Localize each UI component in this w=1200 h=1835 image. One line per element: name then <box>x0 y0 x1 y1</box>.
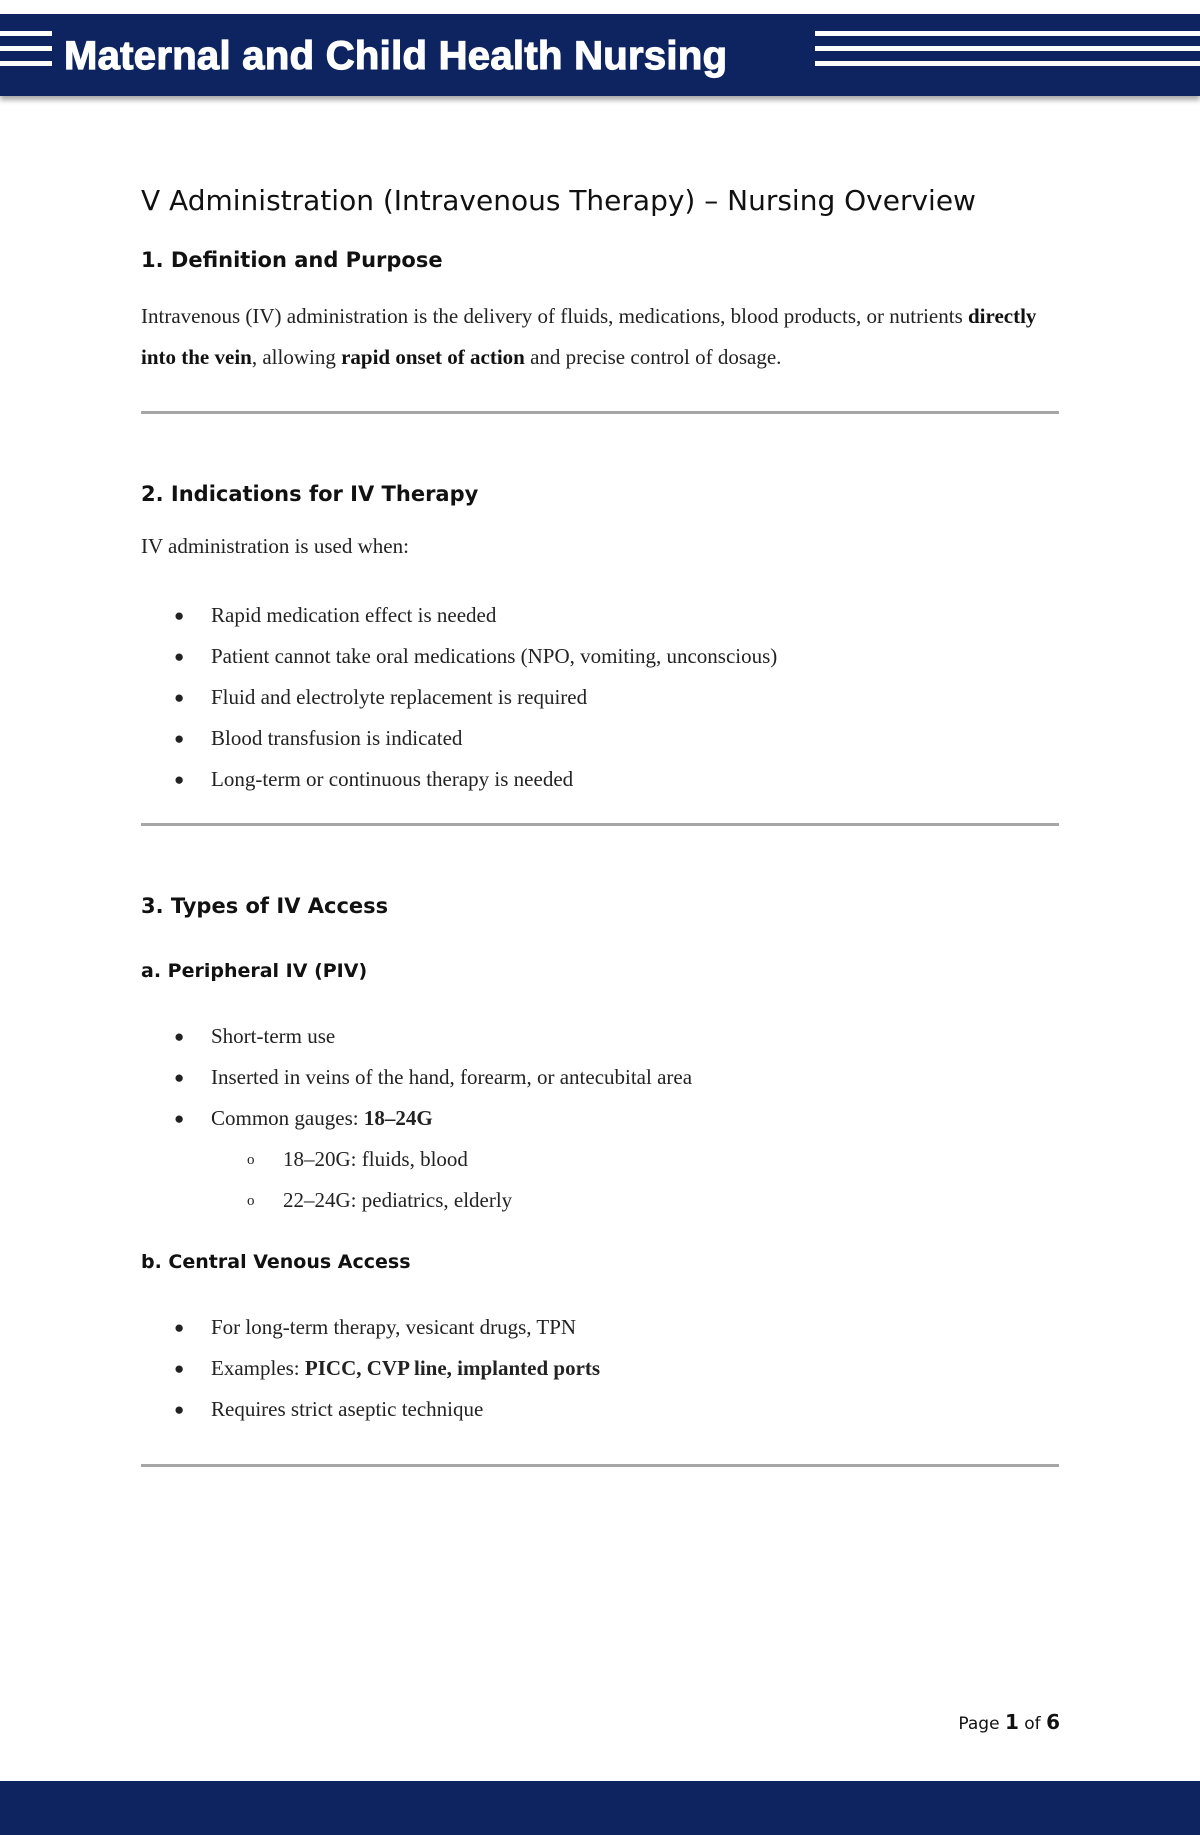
document-body <box>141 176 1059 1467</box>
gauge-sublist <box>141 1139 1059 1221</box>
list-item: ● Requires strict aseptic technique <box>174 1397 484 1421</box>
list-item: ● For long-term therapy, vesicant drugs, TPN <box>174 1315 577 1339</box>
section-heading-types: 3. Types of IV Access <box>141 894 389 918</box>
header-banner <box>0 14 1200 96</box>
list-item: ● Patient cannot take oral medications (NPO, vomiting, unconscious) <box>174 644 778 668</box>
header-stripes-left <box>0 31 52 76</box>
list-item: o 22–24G: pediatrics, elderly <box>247 1188 513 1212</box>
list-item: ● Long-term or continuous therapy is needed <box>174 767 574 791</box>
list-item: ● Blood transfusion is indicated <box>174 726 463 750</box>
list-item: ● Inserted in veins of the hand, forearm, or antecubital area <box>174 1065 693 1089</box>
document-title: V Administration (Intravenous Therapy) – Nursing Overview <box>141 184 976 217</box>
section-heading-indications: 2. Indications for IV Therapy <box>141 482 479 506</box>
definition-paragraph: Intravenous (IV) administration is the delivery of fluids, medications, blood products, or nutrients directly into the vein, allowing rapid onset of action and precise control of dosage. <box>141 304 1037 369</box>
subheading-peripheral-iv: a. Peripheral IV (PIV) <box>141 960 368 982</box>
section-divider <box>141 823 1059 826</box>
peripheral-iv-list <box>141 1016 1059 1139</box>
list-item: ● Short-term use <box>174 1024 336 1048</box>
header-title: Maternal and Child Health Nursing <box>64 34 728 78</box>
header-stripes-right <box>815 31 1200 76</box>
section-divider <box>141 1464 1059 1467</box>
page-number: Page 1 of 6 <box>958 1710 1060 1734</box>
footer-banner <box>0 1781 1200 1835</box>
list-item: ● Rapid medication effect is needed <box>174 603 497 627</box>
section-divider <box>141 411 1059 414</box>
subheading-central-venous-access: b. Central Venous Access <box>141 1251 411 1273</box>
section-heading-definition: 1. Definition and Purpose <box>141 248 443 272</box>
list-item: ● Examples: PICC, CVP line, implanted ports <box>174 1356 601 1380</box>
indications-intro: IV administration is used when: <box>141 534 409 558</box>
indications-list <box>141 595 1059 800</box>
list-item: ● Fluid and electrolyte replacement is required <box>174 685 588 709</box>
central-venous-list <box>141 1307 1059 1430</box>
list-item: ● Common gauges: 18–24G <box>174 1106 433 1130</box>
list-item: o 18–20G: fluids, blood <box>247 1147 468 1171</box>
